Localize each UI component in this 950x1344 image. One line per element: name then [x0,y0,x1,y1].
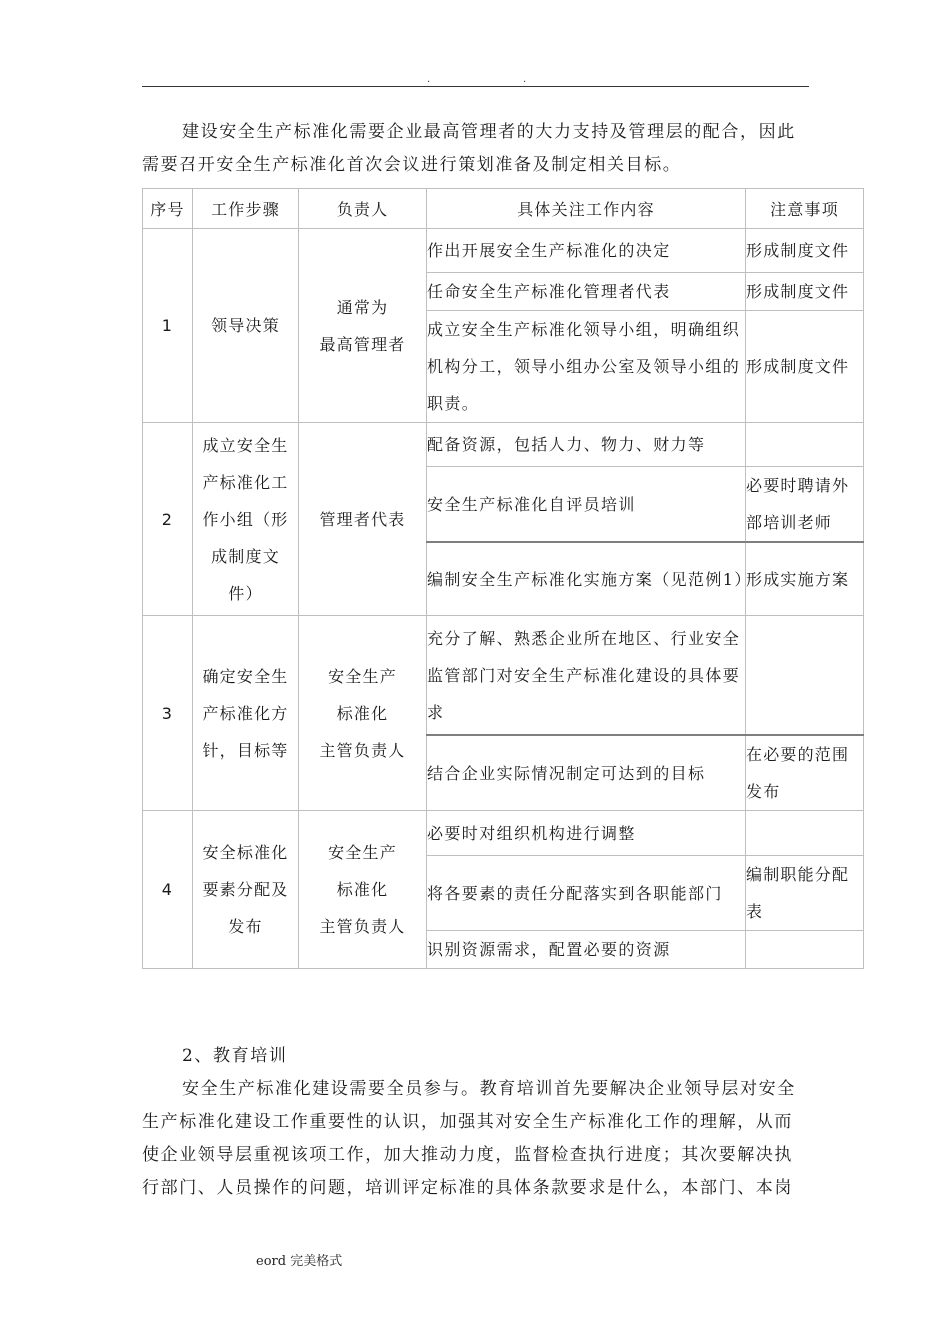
row-note: 形成实施方案 [746,542,864,616]
section-heading: 2、教育培训 [182,1046,288,1066]
row-content: 结合企业实际情况制定可达到的目标 [427,735,746,811]
header-note: 注意事项 [746,189,864,229]
table-header-row [143,189,864,229]
section-line-2: 生产标准化建设工作重要性的认识，加强其对安全生产标准化工作的理解，从而 [142,1112,793,1132]
header-owner: 负责人 [299,189,427,229]
intro-line-2: 需要召开安全生产标准化首次会议进行策划准备及制定相关目标。 [142,155,682,175]
header-num: 序号 [143,189,193,229]
row-note [746,931,864,969]
intro-line-1: 建设安全生产标准化需要企业最高管理者的大力支持及管理层的配合，因此 [182,122,796,142]
header-content: 具体关注工作内容 [427,189,746,229]
row-num: 2 [143,423,193,616]
row-content: 安全生产标准化自评员培训 [427,467,746,543]
row-step: 成立安全生产标准化工作小组（形成制度文件） [193,423,299,616]
page-footer: eord 完美格式 [256,1254,343,1269]
header-step: 工作步骤 [193,189,299,229]
header-rule [142,86,809,87]
row-note [746,811,864,856]
row-owner: 安全生产 标准化 主管负责人 [299,811,427,969]
row-owner: 安全生产 标准化 主管负责人 [299,616,427,811]
row-note: 在必要的范围发布 [746,735,864,811]
work-plan-table [142,188,864,969]
row-num: 3 [143,616,193,811]
table-row [143,811,864,856]
row-content: 作出开展安全生产标准化的决定 [427,229,746,273]
row-content: 识别资源需求，配置必要的资源 [427,931,746,969]
header-dot-2: . [523,74,527,85]
section-line-1: 安全生产标准化建设需要全员参与。教育培训首先要解决企业领导层对安全 [182,1079,796,1099]
section-education [142,1040,809,1205]
row-owner: 通常为 最高管理者 [299,229,427,423]
row-num: 4 [143,811,193,969]
row-num: 1 [143,229,193,423]
row-note: 形成制度文件 [746,229,864,273]
header-dots [0,74,950,86]
row-content: 配备资源，包括人力、物力、财力等 [427,423,746,467]
row-content: 必要时对组织机构进行调整 [427,811,746,856]
row-note: 形成制度文件 [746,311,864,423]
row-note [746,616,864,736]
intro-paragraph [142,116,809,182]
row-content: 充分了解、熟悉企业所在地区、行业安全监管部门对安全生产标准化建设的具体要求 [427,616,746,736]
row-note: 编制职能分配表 [746,856,864,931]
table-row [143,423,864,467]
table-row [143,616,864,736]
row-step: 确定安全生产标准化方针，目标等 [193,616,299,811]
section-line-4: 行部门、人员操作的问题，培训评定标准的具体条款要求是什么，本部门、本岗 [142,1178,793,1198]
row-note: 形成制度文件 [746,273,864,311]
row-content: 任命安全生产标准化管理者代表 [427,273,746,311]
row-step: 安全标准化要素分配及发布 [193,811,299,969]
section-line-3: 使企业领导层重视该项工作，加大推动力度，监督检查执行进度；其次要解决执 [142,1145,793,1165]
header-dot-1: . [427,74,431,85]
table-row [143,229,864,273]
row-note: 必要时聘请外部培训老师 [746,467,864,543]
row-note [746,423,864,467]
row-owner: 管理者代表 [299,423,427,616]
row-content: 编制安全生产标准化实施方案（见范例1） [427,542,746,616]
row-content: 成立安全生产标准化领导小组，明确组织机构分工，领导小组办公室及领导小组的职责。 [427,311,746,423]
row-content: 将各要素的责任分配落实到各职能部门 [427,856,746,931]
row-step: 领导决策 [193,229,299,423]
